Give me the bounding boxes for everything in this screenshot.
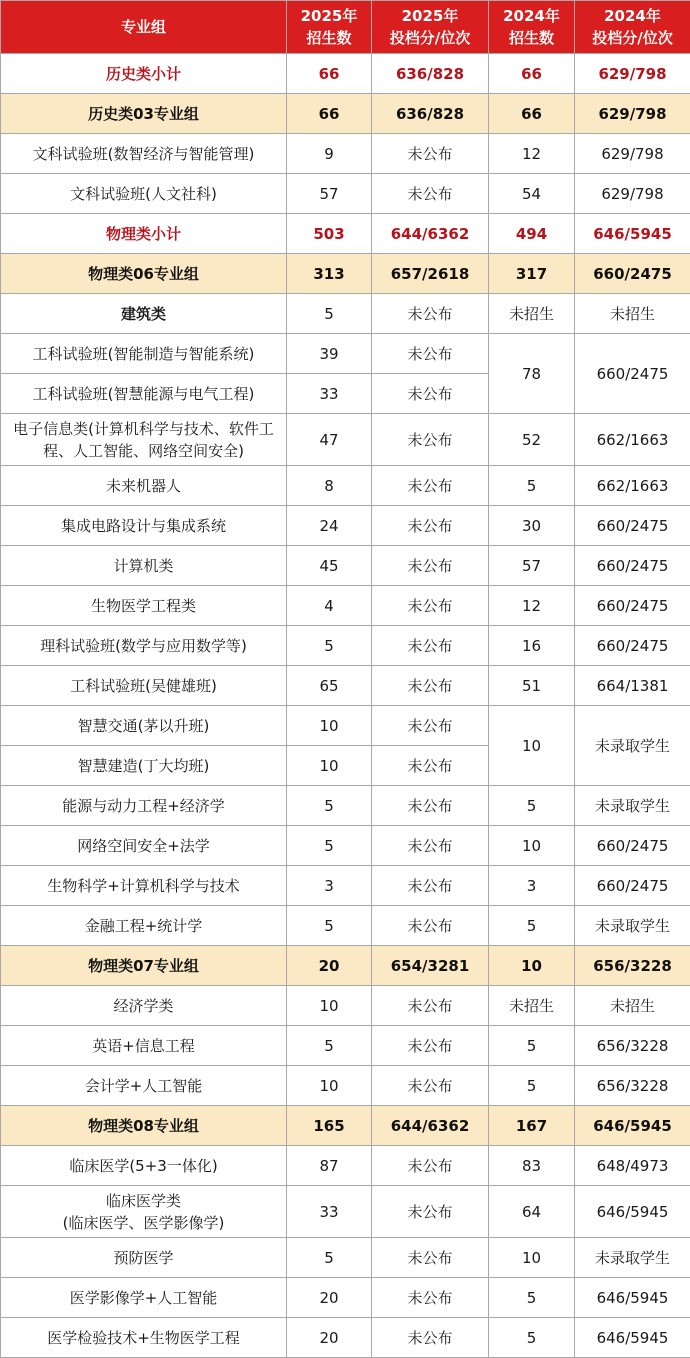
row-name: 生物科学+计算机科学与技术	[1, 866, 287, 906]
cell-2025-score: 未公布	[372, 1318, 489, 1358]
table-row	[1, 986, 690, 1026]
cell-2024-count: 5	[489, 1318, 575, 1358]
cell-2024-score: 656/3228	[575, 1066, 690, 1106]
cell-2025-score: 未公布	[372, 586, 489, 626]
table-row	[1, 1318, 690, 1358]
cell-2025-count: 20	[287, 1318, 372, 1358]
subtotal-row	[1, 54, 690, 94]
row-name: 工科试验班(智能制造与智能系统)	[1, 334, 287, 374]
cell-2025-count: 5	[287, 786, 372, 826]
cell-2025-count: 39	[287, 334, 372, 374]
cell-2025-score: 未公布	[372, 626, 489, 666]
cell-2024-count: 57	[489, 546, 575, 586]
cell-2025-score: 644/6362	[372, 214, 489, 254]
cell-2025-count: 47	[287, 414, 372, 466]
cell-2025-score: 未公布	[372, 506, 489, 546]
table-row	[1, 866, 690, 906]
cell-2025-score: 未公布	[372, 746, 489, 786]
cell-2024-count: 494	[489, 214, 575, 254]
cell-2025-score: 未公布	[372, 1238, 489, 1278]
row-name: 计算机类	[1, 546, 287, 586]
cell-2024-score: 646/5945	[575, 1278, 690, 1318]
row-name: 理科试验班(数学与应用数学等)	[1, 626, 287, 666]
cell-2024-count: 317	[489, 254, 575, 294]
row-name: 医学影像学+人工智能	[1, 1278, 287, 1318]
cell-2025-score: 未公布	[372, 134, 489, 174]
cell-2024-score: 646/5945	[575, 214, 690, 254]
cell-2025-score: 未公布	[372, 414, 489, 466]
cell-2024-count: 10	[489, 826, 575, 866]
cell-2024-score: 664/1381	[575, 666, 690, 706]
cell-2025-count: 33	[287, 374, 372, 414]
row-name: 智慧交通(茅以升班)	[1, 706, 287, 746]
cell-2025-count: 5	[287, 1026, 372, 1066]
cell-2025-count: 10	[287, 746, 372, 786]
cell-2024-score: 662/1663	[575, 414, 690, 466]
row-name: 历史类03专业组	[1, 94, 287, 134]
cell-2024-count: 64	[489, 1186, 575, 1238]
cell-2025-score: 未公布	[372, 466, 489, 506]
table-row	[1, 134, 690, 174]
cell-2024-count: 5	[489, 466, 575, 506]
cell-2025-score: 未公布	[372, 374, 489, 414]
cell-2024-score: 660/2475	[575, 586, 690, 626]
cell-2024-count: 10	[489, 946, 575, 986]
table-row	[1, 1238, 690, 1278]
row-name: 工科试验班(吴健雄班)	[1, 666, 287, 706]
cell-2025-count: 5	[287, 626, 372, 666]
row-name: 经济学类	[1, 986, 287, 1026]
cell-2024-count: 12	[489, 134, 575, 174]
cell-2024-count: 16	[489, 626, 575, 666]
cell-2024-count: 51	[489, 666, 575, 706]
cell-2024-score: 未录取学生	[575, 906, 690, 946]
table-body	[1, 54, 690, 1358]
header-2025-count: 2025年 招生数	[287, 1, 372, 54]
table-row	[1, 414, 690, 466]
group-row	[1, 94, 690, 134]
cell-2024-score: 660/2475	[575, 866, 690, 906]
row-name: 电子信息类(计算机科学与技术、软件工程、人工智能、网络空间安全)	[1, 414, 287, 466]
row-name: 历史类小计	[1, 54, 287, 94]
table-row	[1, 174, 690, 214]
cell-2024-score: 未招生	[575, 986, 690, 1026]
group-row	[1, 254, 690, 294]
cell-2025-score: 未公布	[372, 1186, 489, 1238]
cell-2024-score: 660/2475	[575, 826, 690, 866]
cell-2024-count: 30	[489, 506, 575, 546]
table-row	[1, 706, 690, 746]
table-row	[1, 626, 690, 666]
row-name: 文科试验班(人文社科)	[1, 174, 287, 214]
cell-2024-count: 未招生	[489, 294, 575, 334]
table-row	[1, 1278, 690, 1318]
cell-2025-count: 313	[287, 254, 372, 294]
table-row	[1, 546, 690, 586]
cell-2024-score: 未录取学生	[575, 706, 690, 786]
cell-2025-score: 未公布	[372, 866, 489, 906]
cell-2025-score: 未公布	[372, 986, 489, 1026]
cell-2024-count: 66	[489, 54, 575, 94]
table-header	[1, 1, 690, 54]
row-name: 医学检验技术+生物医学工程	[1, 1318, 287, 1358]
cell-2025-score: 657/2618	[372, 254, 489, 294]
cell-2024-score: 660/2475	[575, 254, 690, 294]
row-name: 生物医学工程类	[1, 586, 287, 626]
cell-2024-score: 629/798	[575, 54, 690, 94]
cell-2024-score: 未招生	[575, 294, 690, 334]
cell-2024-score: 646/5945	[575, 1186, 690, 1238]
cell-2024-score: 629/798	[575, 134, 690, 174]
table-row	[1, 786, 690, 826]
header-group: 专业组	[1, 1, 287, 54]
cell-2025-score: 未公布	[372, 174, 489, 214]
row-name: 物理类08专业组	[1, 1106, 287, 1146]
cell-2024-count: 66	[489, 94, 575, 134]
table-row	[1, 466, 690, 506]
header-2025-score: 2025年 投档分/位次	[372, 1, 489, 54]
cell-2025-count: 5	[287, 1238, 372, 1278]
cell-2025-count: 9	[287, 134, 372, 174]
table-row	[1, 294, 690, 334]
cell-2024-count: 167	[489, 1106, 575, 1146]
row-name: 能源与动力工程+经济学	[1, 786, 287, 826]
group-row	[1, 1106, 690, 1146]
cell-2024-count: 5	[489, 1066, 575, 1106]
cell-2024-count: 5	[489, 786, 575, 826]
cell-2024-score: 648/4973	[575, 1146, 690, 1186]
cell-2024-score: 660/2475	[575, 546, 690, 586]
table-row	[1, 906, 690, 946]
cell-2025-count: 20	[287, 1278, 372, 1318]
table-row	[1, 1066, 690, 1106]
cell-2025-count: 20	[287, 946, 372, 986]
cell-2024-count: 5	[489, 906, 575, 946]
table-row	[1, 826, 690, 866]
cell-2025-count: 45	[287, 546, 372, 586]
row-name: 临床医学类 (临床医学、医学影像学)	[1, 1186, 287, 1238]
cell-2024-count: 3	[489, 866, 575, 906]
cell-2025-count: 165	[287, 1106, 372, 1146]
cell-2025-count: 5	[287, 906, 372, 946]
cell-2024-count: 5	[489, 1026, 575, 1066]
row-name: 预防医学	[1, 1238, 287, 1278]
cell-2025-score: 未公布	[372, 1146, 489, 1186]
table-row	[1, 1146, 690, 1186]
row-name: 临床医学(5+3一体化)	[1, 1146, 287, 1186]
row-name: 智慧建造(丁大均班)	[1, 746, 287, 786]
cell-2024-count: 10	[489, 1238, 575, 1278]
cell-2025-score: 未公布	[372, 906, 489, 946]
table-row	[1, 1186, 690, 1238]
row-name: 会计学+人工智能	[1, 1066, 287, 1106]
cell-2025-count: 8	[287, 466, 372, 506]
cell-2024-count: 52	[489, 414, 575, 466]
cell-2025-score: 未公布	[372, 294, 489, 334]
header-2024-count: 2024年 招生数	[489, 1, 575, 54]
cell-2025-count: 66	[287, 94, 372, 134]
cell-2025-score: 未公布	[372, 546, 489, 586]
cell-2024-score: 629/798	[575, 94, 690, 134]
cell-2024-count: 78	[489, 334, 575, 414]
cell-2024-count: 10	[489, 706, 575, 786]
row-name: 英语+信息工程	[1, 1026, 287, 1066]
cell-2025-count: 4	[287, 586, 372, 626]
cell-2025-count: 65	[287, 666, 372, 706]
row-name: 工科试验班(智慧能源与电气工程)	[1, 374, 287, 414]
table-row	[1, 586, 690, 626]
cell-2025-score: 654/3281	[372, 946, 489, 986]
cell-2025-count: 10	[287, 706, 372, 746]
cell-2024-score: 656/3228	[575, 1026, 690, 1066]
row-name: 金融工程+统计学	[1, 906, 287, 946]
subtotal-row	[1, 214, 690, 254]
cell-2025-score: 636/828	[372, 54, 489, 94]
cell-2025-count: 503	[287, 214, 372, 254]
cell-2025-count: 10	[287, 986, 372, 1026]
cell-2024-count: 54	[489, 174, 575, 214]
cell-2025-score: 未公布	[372, 706, 489, 746]
cell-2025-score: 未公布	[372, 826, 489, 866]
cell-2025-count: 3	[287, 866, 372, 906]
cell-2024-count: 5	[489, 1278, 575, 1318]
table-row	[1, 506, 690, 546]
table-row	[1, 1026, 690, 1066]
header-2024-score: 2024年 投档分/位次	[575, 1, 690, 54]
cell-2024-count: 83	[489, 1146, 575, 1186]
cell-2024-score: 660/2475	[575, 506, 690, 546]
row-name: 集成电路设计与集成系统	[1, 506, 287, 546]
cell-2024-score: 未录取学生	[575, 1238, 690, 1278]
cell-2025-score: 未公布	[372, 666, 489, 706]
cell-2025-score: 未公布	[372, 1026, 489, 1066]
row-name: 未来机器人	[1, 466, 287, 506]
cell-2025-score: 636/828	[372, 94, 489, 134]
cell-2024-score: 660/2475	[575, 334, 690, 414]
cell-2024-score: 646/5945	[575, 1318, 690, 1358]
cell-2025-score: 未公布	[372, 334, 489, 374]
cell-2024-score: 656/3228	[575, 946, 690, 986]
cell-2025-count: 66	[287, 54, 372, 94]
cell-2025-score: 644/6362	[372, 1106, 489, 1146]
table-row	[1, 334, 690, 374]
cell-2024-score: 646/5945	[575, 1106, 690, 1146]
row-name: 文科试验班(数智经济与智能管理)	[1, 134, 287, 174]
cell-2025-count: 57	[287, 174, 372, 214]
cell-2024-score: 660/2475	[575, 626, 690, 666]
cell-2025-count: 24	[287, 506, 372, 546]
cell-2024-score: 未录取学生	[575, 786, 690, 826]
cell-2025-score: 未公布	[372, 786, 489, 826]
cell-2024-score: 662/1663	[575, 466, 690, 506]
row-name: 建筑类	[1, 294, 287, 334]
cell-2024-count: 12	[489, 586, 575, 626]
cell-2024-score: 629/798	[575, 174, 690, 214]
table-row	[1, 666, 690, 706]
group-row	[1, 946, 690, 986]
cell-2025-count: 10	[287, 1066, 372, 1106]
row-name: 物理类小计	[1, 214, 287, 254]
cell-2025-count: 87	[287, 1146, 372, 1186]
row-name: 物理类07专业组	[1, 946, 287, 986]
cell-2025-count: 33	[287, 1186, 372, 1238]
cell-2025-score: 未公布	[372, 1066, 489, 1106]
row-name: 物理类06专业组	[1, 254, 287, 294]
cell-2025-score: 未公布	[372, 1278, 489, 1318]
cell-2024-count: 未招生	[489, 986, 575, 1026]
row-name: 网络空间安全+法学	[1, 826, 287, 866]
cell-2025-count: 5	[287, 826, 372, 866]
cell-2025-count: 5	[287, 294, 372, 334]
